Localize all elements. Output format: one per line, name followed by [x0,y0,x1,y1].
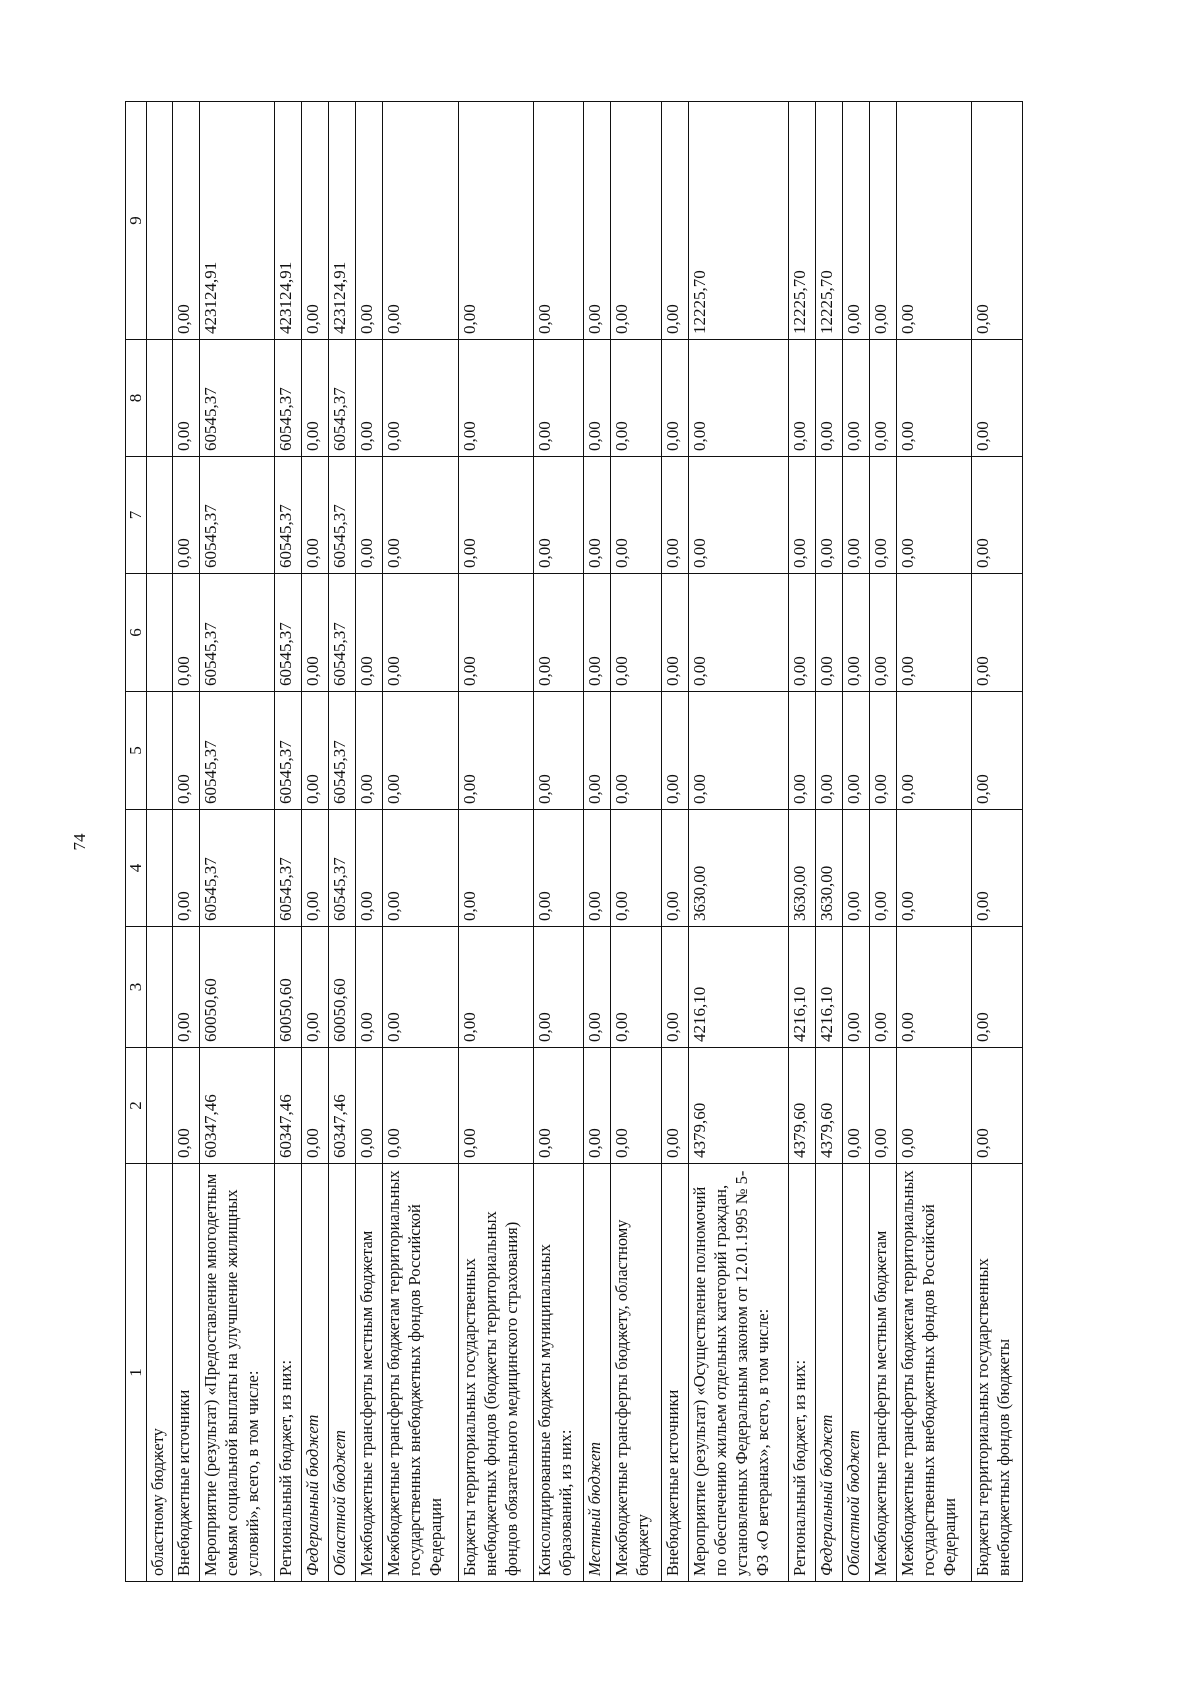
value-cell: 0,00 [356,340,383,457]
value-cell: 0,00 [533,1048,584,1164]
value-cell: 0,00 [842,1048,869,1164]
value-cell: 60545,37 [199,340,274,457]
value-cell: 0,00 [356,574,383,692]
value-cell: 0,00 [172,102,199,340]
value-cell: 0,00 [458,340,533,457]
value-cell: 0,00 [611,810,662,927]
value-cell: 0,00 [661,810,688,927]
value-cell: 0,00 [688,340,788,457]
value-cell: 0,00 [611,1048,662,1164]
value-cell: 60545,37 [275,692,302,810]
row-label: областному бюджету [147,1164,173,1582]
value-cell: 0,00 [972,340,1023,457]
row-label: Федеральный бюджет [815,1164,842,1582]
column-header: 7 [126,457,147,574]
value-cell: 0,00 [611,574,662,692]
value-cell: 4216,10 [788,927,815,1048]
value-cell: 0,00 [842,340,869,457]
column-header: 3 [126,927,147,1048]
value-cell: 0,00 [302,457,329,574]
value-cell: 60347,46 [199,1048,274,1164]
column-header: 9 [126,102,147,340]
value-cell: 0,00 [533,692,584,810]
value-cell: 0,00 [788,574,815,692]
value-cell: 0,00 [842,457,869,574]
value-cell: 0,00 [842,927,869,1048]
row-label: Мероприятие (результат) «Предоставление многодетным семьям социальной выплаты на улучшение жилищных условий», всего, в том числе: [199,1164,274,1582]
value-cell: 0,00 [896,692,971,810]
table-row [383,102,458,1582]
row-label: Межбюджетные трансферты бюджетам территориальных государственных внебюджетных фондов Российской Федерации [896,1164,971,1582]
value-cell: 0,00 [611,340,662,457]
value-cell: 0,00 [584,810,611,927]
row-label: Федеральный бюджет [302,1164,329,1582]
value-cell: 12225,70 [788,102,815,340]
table-row [661,102,688,1582]
table-row [788,102,815,1582]
value-cell: 0,00 [842,810,869,927]
header-row [126,102,147,1582]
value-cell: 0,00 [584,340,611,457]
value-cell: 0,00 [972,457,1023,574]
value-cell: 60545,37 [329,692,356,810]
value-cell: 3630,00 [788,810,815,927]
value-cell: 0,00 [611,457,662,574]
row-label: Межбюджетные трансферты бюджетам территориальных государственных внебюджетных фондов Российской Федерации [383,1164,458,1582]
value-cell: 0,00 [584,574,611,692]
value-cell: 0,00 [383,102,458,340]
value-cell: 0,00 [533,927,584,1048]
value-cell: 60545,37 [275,457,302,574]
value-cell: 0,00 [383,1048,458,1164]
value-cell: 0,00 [458,810,533,927]
row-label: Областной бюджет [842,1164,869,1582]
value-cell: 0,00 [611,102,662,340]
column-header: 1 [126,1164,147,1582]
value-cell: 0,00 [584,927,611,1048]
row-label: Межбюджетные трансферты местным бюджетам [869,1164,896,1582]
value-cell: 423124,91 [275,102,302,340]
value-cell: 0,00 [896,574,971,692]
value-cell [147,102,173,340]
value-cell: 0,00 [356,692,383,810]
value-cell: 3630,00 [688,810,788,927]
value-cell: 0,00 [661,102,688,340]
table-row [302,102,329,1582]
table-row [815,102,842,1582]
value-cell: 0,00 [896,457,971,574]
value-cell: 60050,60 [199,927,274,1048]
table-row [842,102,869,1582]
budget-table [125,101,1023,1582]
row-label: Межбюджетные трансферты бюджету, областному бюджету [611,1164,662,1582]
value-cell: 0,00 [788,692,815,810]
column-header: 5 [126,692,147,810]
value-cell: 4379,60 [788,1048,815,1164]
table-row [869,102,896,1582]
value-cell: 0,00 [815,340,842,457]
value-cell: 0,00 [869,574,896,692]
row-label: Областной бюджет [329,1164,356,1582]
value-cell: 0,00 [533,102,584,340]
value-cell: 0,00 [972,1048,1023,1164]
row-label: Мероприятие (результат) «Осуществление полномочий по обеспечению жильем отдельных категорий граждан, установленных Федеральным законом от 12.01.1995 № 5-ФЗ «О ветеранах», всего, в том числе: [688,1164,788,1582]
value-cell: 0,00 [661,457,688,574]
value-cell: 0,00 [302,1048,329,1164]
value-cell: 0,00 [661,927,688,1048]
value-cell: 60545,37 [199,692,274,810]
value-cell: 3630,00 [815,810,842,927]
table-row [533,102,584,1582]
row-label: Бюджеты территориальных государственных внебюджетных фондов (бюджеты [972,1164,1023,1582]
value-cell: 0,00 [815,692,842,810]
value-cell: 60545,37 [199,457,274,574]
table-body [147,102,1023,1582]
table-row [972,102,1023,1582]
column-header: 6 [126,574,147,692]
value-cell: 60545,37 [329,340,356,457]
column-header: 8 [126,340,147,457]
value-cell: 0,00 [972,810,1023,927]
value-cell: 0,00 [688,692,788,810]
value-cell: 0,00 [302,340,329,457]
value-cell: 0,00 [869,810,896,927]
value-cell: 0,00 [383,457,458,574]
value-cell: 0,00 [842,102,869,340]
value-cell: 0,00 [302,927,329,1048]
value-cell: 60545,37 [199,574,274,692]
budget-table-rotated [125,102,1023,1582]
value-cell: 0,00 [584,457,611,574]
row-label: Региональный бюджет, из них: [275,1164,302,1582]
value-cell: 60050,60 [275,927,302,1048]
value-cell: 0,00 [458,692,533,810]
value-cell [147,457,173,574]
value-cell: 0,00 [688,574,788,692]
value-cell: 0,00 [611,692,662,810]
row-label: Региональный бюджет, из них: [788,1164,815,1582]
row-label: Местный бюджет [584,1164,611,1582]
value-cell: 0,00 [661,574,688,692]
value-cell: 0,00 [788,457,815,574]
value-cell: 0,00 [972,574,1023,692]
value-cell: 0,00 [356,927,383,1048]
table-row [356,102,383,1582]
value-cell [147,1048,173,1164]
value-cell: 0,00 [869,102,896,340]
value-cell: 0,00 [869,1048,896,1164]
value-cell: 0,00 [172,574,199,692]
value-cell: 4216,10 [688,927,788,1048]
value-cell: 0,00 [302,692,329,810]
value-cell: 0,00 [661,340,688,457]
value-cell: 60347,46 [329,1048,356,1164]
value-cell: 0,00 [788,340,815,457]
value-cell: 0,00 [842,692,869,810]
table-row [611,102,662,1582]
page-number: 74 [70,833,89,851]
value-cell: 0,00 [815,574,842,692]
value-cell: 0,00 [869,457,896,574]
value-cell: 0,00 [972,927,1023,1048]
value-cell: 60545,37 [329,457,356,574]
table-row [458,102,533,1582]
value-cell: 423124,91 [199,102,274,340]
value-cell: 0,00 [302,574,329,692]
value-cell [147,810,173,927]
value-cell: 0,00 [356,810,383,927]
value-cell: 0,00 [383,810,458,927]
value-cell: 0,00 [383,340,458,457]
table-row [584,102,611,1582]
value-cell: 0,00 [842,574,869,692]
value-cell: 423124,91 [329,102,356,340]
value-cell: 0,00 [896,927,971,1048]
value-cell: 0,00 [383,927,458,1048]
table-row [896,102,971,1582]
value-cell: 0,00 [458,927,533,1048]
value-cell: 0,00 [302,810,329,927]
value-cell: 0,00 [815,457,842,574]
value-cell: 0,00 [533,340,584,457]
table-row [172,102,199,1582]
value-cell: 60545,37 [329,574,356,692]
value-cell: 60545,37 [275,810,302,927]
value-cell: 0,00 [584,692,611,810]
value-cell [147,574,173,692]
value-cell: 12225,70 [688,102,788,340]
value-cell: 0,00 [869,340,896,457]
value-cell: 0,00 [383,574,458,692]
row-label: Внебюджетные источники [661,1164,688,1582]
value-cell: 0,00 [611,927,662,1048]
value-cell: 0,00 [661,1048,688,1164]
value-cell: 60545,37 [275,340,302,457]
value-cell: 0,00 [661,692,688,810]
value-cell: 4216,10 [815,927,842,1048]
value-cell: 0,00 [172,340,199,457]
value-cell: 0,00 [172,1048,199,1164]
value-cell [147,340,173,457]
value-cell: 0,00 [688,457,788,574]
value-cell: 0,00 [896,1048,971,1164]
value-cell: 60545,37 [329,810,356,927]
value-cell: 0,00 [356,457,383,574]
value-cell: 12225,70 [815,102,842,340]
value-cell: 0,00 [458,574,533,692]
row-label: Внебюджетные источники [172,1164,199,1582]
value-cell: 60545,37 [275,574,302,692]
value-cell: 0,00 [533,574,584,692]
value-cell: 0,00 [584,1048,611,1164]
table-row [688,102,788,1582]
value-cell: 0,00 [172,692,199,810]
value-cell: 0,00 [896,102,971,340]
value-cell: 0,00 [896,810,971,927]
value-cell: 0,00 [356,102,383,340]
row-label: Консолидированные бюджеты муниципальных образований, из них: [533,1164,584,1582]
value-cell: 0,00 [869,692,896,810]
value-cell: 0,00 [302,102,329,340]
value-cell [147,692,173,810]
value-cell: 0,00 [172,927,199,1048]
value-cell: 0,00 [533,457,584,574]
value-cell: 0,00 [584,102,611,340]
table-row [275,102,302,1582]
value-cell: 60545,37 [199,810,274,927]
column-header: 2 [126,1048,147,1164]
value-cell: 0,00 [356,1048,383,1164]
value-cell: 0,00 [896,340,971,457]
value-cell: 60347,46 [275,1048,302,1164]
table-row [329,102,356,1582]
value-cell: 0,00 [533,810,584,927]
row-label: Межбюджетные трансферты местным бюджетам [356,1164,383,1582]
value-cell: 60050,60 [329,927,356,1048]
column-header: 4 [126,810,147,927]
value-cell: 0,00 [172,457,199,574]
value-cell: 0,00 [458,102,533,340]
value-cell: 0,00 [972,102,1023,340]
value-cell: 0,00 [458,457,533,574]
row-label: Бюджеты территориальных государственных внебюджетных фондов (бюджеты территориальных фондов обязательного медицинского страхования) [458,1164,533,1582]
table-row [147,102,173,1582]
value-cell: 4379,60 [688,1048,788,1164]
value-cell: 4379,60 [815,1048,842,1164]
value-cell: 0,00 [869,927,896,1048]
value-cell [147,927,173,1048]
value-cell: 0,00 [383,692,458,810]
value-cell: 0,00 [972,692,1023,810]
value-cell: 0,00 [172,810,199,927]
table-row [199,102,274,1582]
value-cell: 0,00 [458,1048,533,1164]
